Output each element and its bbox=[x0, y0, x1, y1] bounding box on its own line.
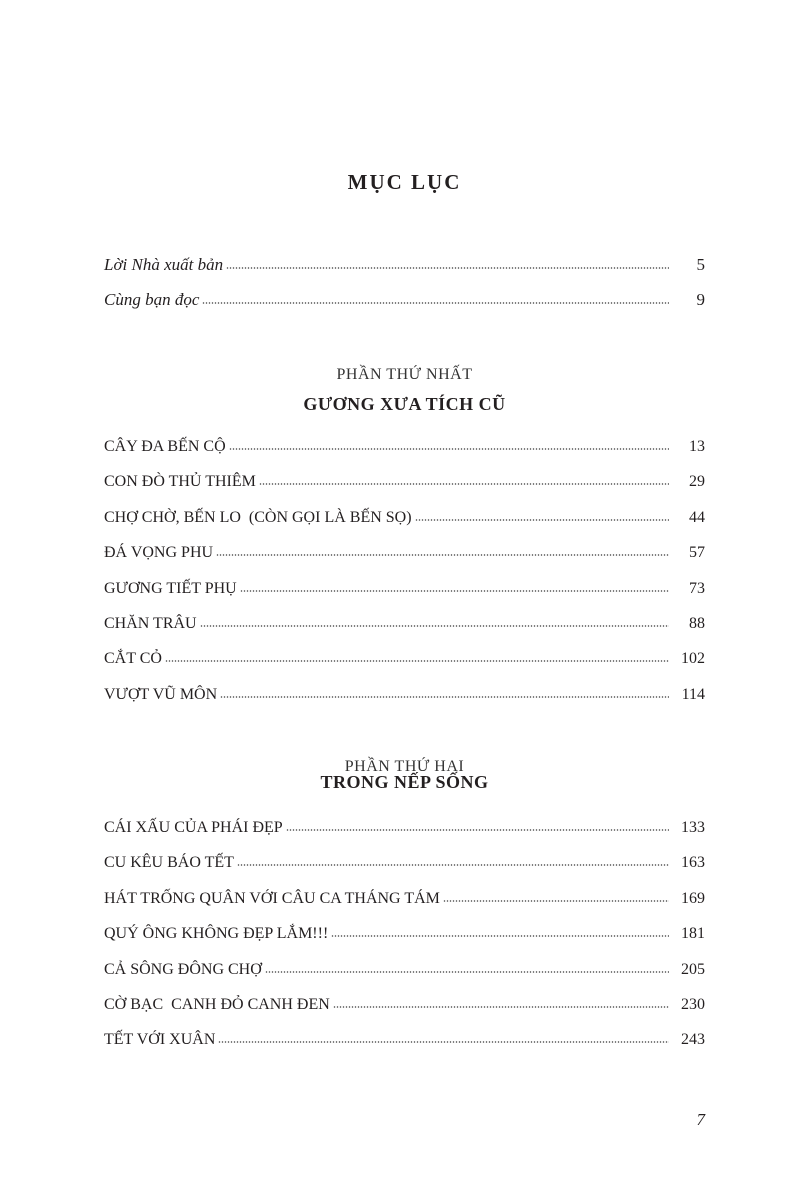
part-1-label: PHẦN THỨ NHẤT bbox=[336, 366, 473, 383]
entry-page: 9 bbox=[696, 290, 705, 310]
part-2-label: PHẦN THỨ HAI bbox=[344, 758, 465, 775]
part-1-title: GƯƠNG XƯA TÍCH CŨ bbox=[303, 394, 506, 414]
toc-entry[interactable] bbox=[104, 686, 705, 721]
entry-title: CẮT CỎ bbox=[104, 650, 162, 668]
dot-leader bbox=[216, 554, 669, 556]
entry-page: 163 bbox=[681, 854, 705, 872]
entry-page: 169 bbox=[681, 889, 705, 907]
toc-entry[interactable] bbox=[104, 854, 705, 889]
entry-page: 181 bbox=[681, 925, 705, 943]
entry-title: ĐÁ VỌNG PHU bbox=[104, 544, 214, 562]
dot-leader bbox=[286, 829, 669, 831]
entry-title: VƯỢT VŨ MÔN bbox=[104, 685, 218, 703]
intro-list bbox=[104, 255, 705, 326]
toc-entry[interactable] bbox=[104, 1031, 705, 1066]
toc-entry[interactable] bbox=[104, 925, 705, 960]
dot-leader bbox=[220, 696, 669, 698]
dot-leader bbox=[265, 971, 669, 973]
dot-leader bbox=[202, 302, 669, 304]
dot-leader bbox=[200, 625, 669, 627]
entry-title: GƯƠNG TIẾT PHỤ bbox=[104, 579, 237, 597]
toc-entry[interactable] bbox=[104, 996, 705, 1031]
dot-leader bbox=[237, 864, 669, 866]
toc-entry[interactable] bbox=[104, 255, 705, 290]
entry-page: 133 bbox=[681, 819, 705, 836]
entry-title: CHỢ CHỜ, BẾN LO (CÒN GỌI LÀ BẾN SỌ) bbox=[104, 508, 412, 526]
part-1-list bbox=[104, 438, 705, 721]
entry-page: 114 bbox=[681, 685, 705, 703]
entry-page: 88 bbox=[689, 614, 705, 632]
page-title: MỤC LỤC bbox=[347, 170, 462, 194]
entry-title: CỜ BẠC CANH ĐỎ CANH ĐEN bbox=[104, 995, 330, 1013]
dot-leader bbox=[226, 267, 669, 269]
entry-page: 29 bbox=[689, 473, 705, 491]
entry-page: 205 bbox=[681, 960, 705, 978]
dot-leader bbox=[331, 935, 669, 937]
toc-entry[interactable] bbox=[104, 890, 705, 925]
toc-entry[interactable] bbox=[104, 290, 705, 325]
entry-title: CÂY ĐA BẾN CỘ bbox=[104, 438, 226, 455]
entry-page: 230 bbox=[681, 995, 705, 1013]
page-number: 7 bbox=[696, 1110, 705, 1129]
dot-leader bbox=[259, 483, 669, 485]
dot-leader bbox=[218, 1041, 669, 1043]
entry-page: 44 bbox=[689, 508, 705, 526]
entry-title: Lời Nhà xuất bản bbox=[104, 255, 224, 274]
dot-leader bbox=[443, 900, 669, 902]
entry-page: 5 bbox=[696, 255, 705, 274]
toc-entry[interactable] bbox=[104, 509, 705, 544]
toc-entry[interactable] bbox=[104, 580, 705, 615]
entry-title: TẾT VỚI XUÂN bbox=[104, 1031, 216, 1049]
toc-entry[interactable] bbox=[104, 615, 705, 650]
entry-title: CU KÊU BÁO TẾT bbox=[104, 854, 234, 872]
entry-page: 13 bbox=[689, 438, 705, 455]
entry-title: QUÝ ÔNG KHÔNG ĐẸP LẮM!!! bbox=[104, 925, 329, 943]
dot-leader bbox=[229, 448, 669, 450]
entry-page: 243 bbox=[681, 1031, 705, 1049]
toc-entry[interactable] bbox=[104, 473, 705, 508]
entry-title: CHĂN TRÂU bbox=[104, 614, 197, 632]
toc-entry[interactable] bbox=[104, 961, 705, 996]
entry-title: Cùng bạn đọc bbox=[104, 290, 200, 310]
entry-page: 73 bbox=[689, 579, 705, 597]
part-2-list bbox=[104, 819, 705, 1067]
entry-title: CON ĐÒ THỦ THIÊM bbox=[104, 473, 256, 491]
dot-leader bbox=[415, 519, 669, 521]
entry-title: HÁT TRỐNG QUÂN VỚI CÂU CA THÁNG TÁM bbox=[104, 889, 440, 907]
dot-leader bbox=[165, 660, 669, 662]
toc-entry[interactable] bbox=[104, 650, 705, 685]
part-2-title: TRONG NẾP SỐNG bbox=[320, 772, 489, 792]
dot-leader bbox=[333, 1006, 669, 1008]
dot-leader bbox=[240, 590, 669, 592]
toc-entry[interactable] bbox=[104, 438, 705, 473]
entry-title: CẢ SÔNG ĐÔNG CHỢ bbox=[104, 960, 262, 978]
toc-entry[interactable] bbox=[104, 819, 705, 854]
entry-page: 57 bbox=[689, 544, 705, 562]
toc-entry[interactable] bbox=[104, 544, 705, 579]
entry-page: 102 bbox=[681, 650, 705, 668]
entry-title: CÁI XẤU CỦA PHÁI ĐẸP bbox=[104, 819, 283, 836]
